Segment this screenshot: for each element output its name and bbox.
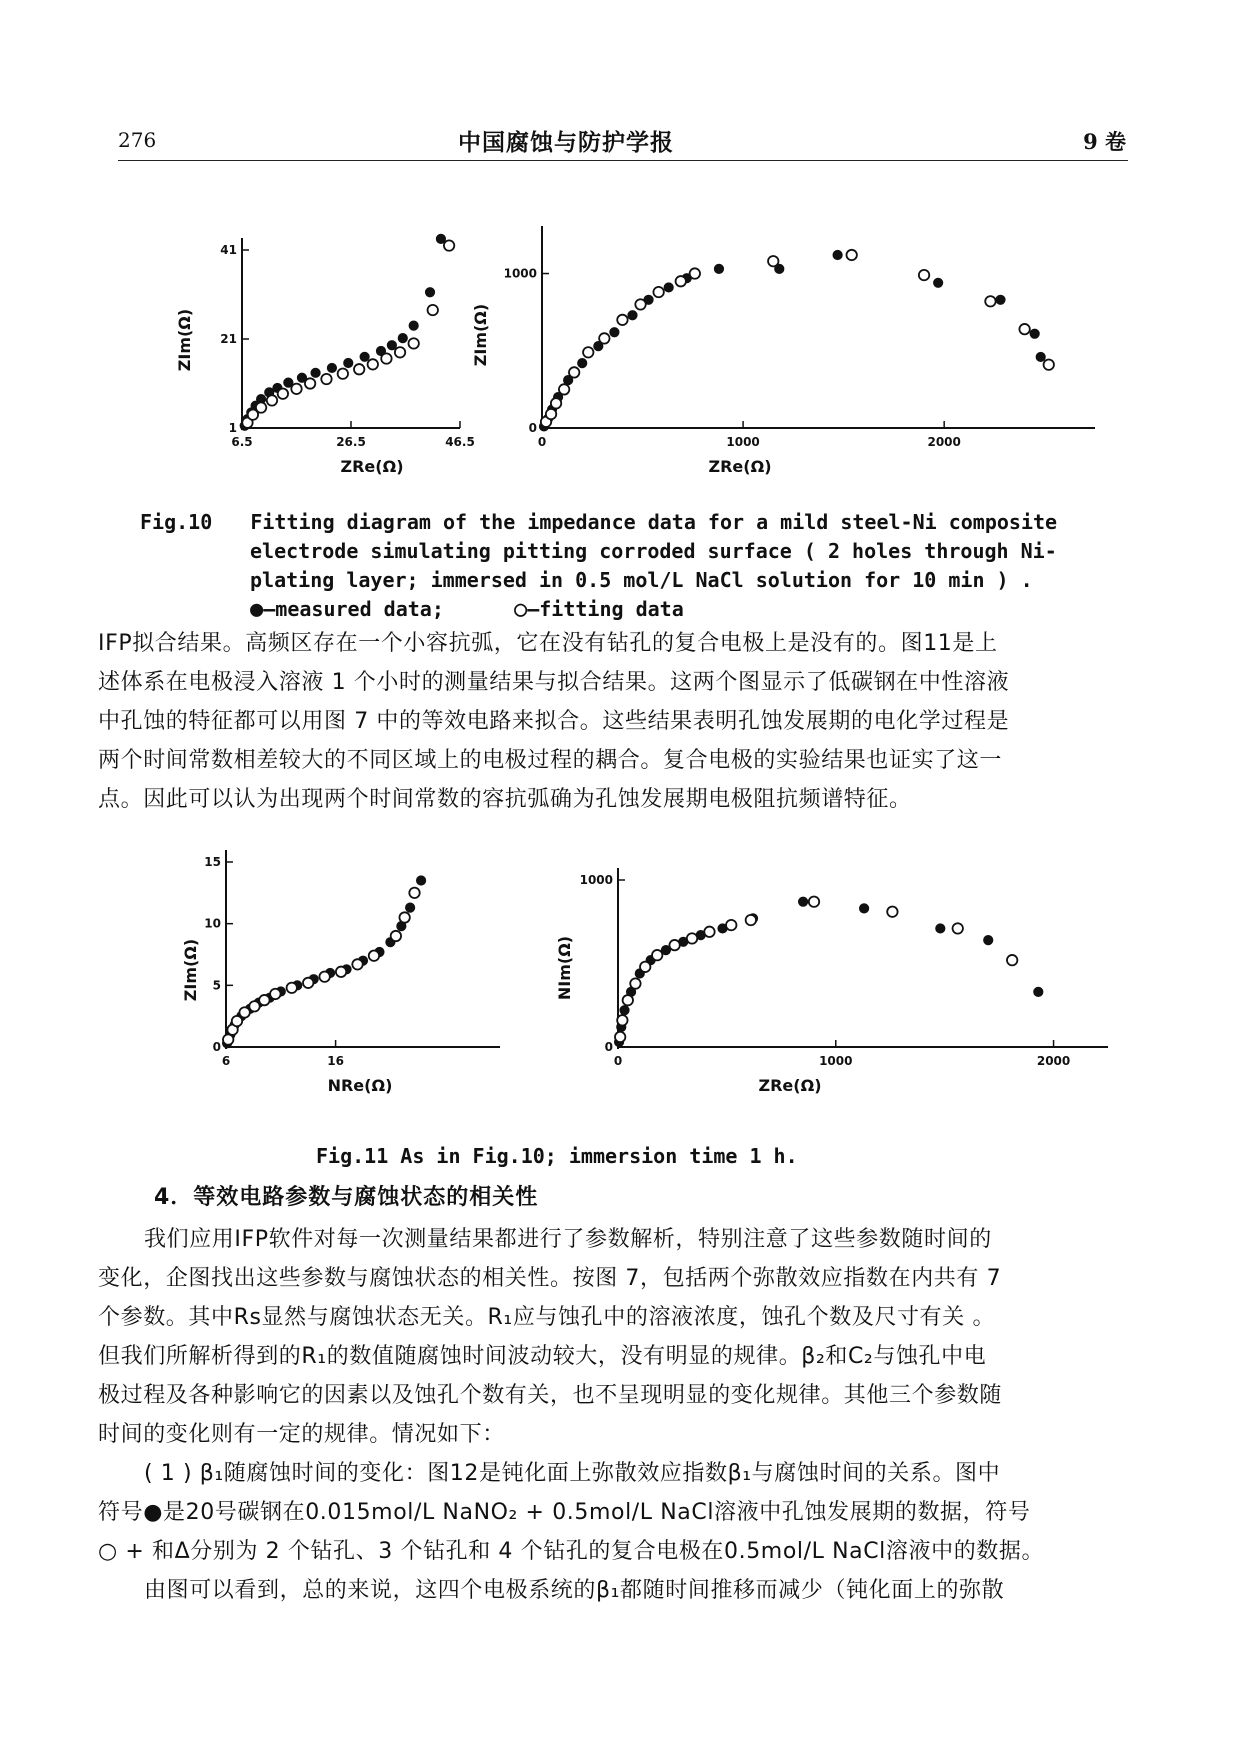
y-tick-label: 0 bbox=[212, 1040, 221, 1054]
x-tick-label: 46.5 bbox=[445, 435, 475, 449]
x-tick-label: 1000 bbox=[726, 435, 760, 449]
fitting-point bbox=[746, 915, 756, 925]
paragraph-line: 述体系在电极浸入溶液 1 个小时的测量结果与拟合结果。这两个图显示了低碳钢在中性溶液 bbox=[98, 670, 1010, 695]
fitting-point bbox=[305, 378, 315, 388]
fitting-point bbox=[391, 931, 401, 941]
fitting-point bbox=[319, 972, 329, 982]
y-tick-label: 0 bbox=[528, 421, 537, 435]
fitting-point bbox=[887, 907, 897, 917]
fitting-point bbox=[653, 287, 663, 297]
fig10-legend bbox=[140, 595, 1120, 624]
paragraph-line: IFP拟合结果。高频区存在一个小容抗弧，它在没有钻孔的复合电极上是没有的。图11是上 bbox=[98, 631, 998, 656]
x-tick-label: 0 bbox=[537, 435, 547, 449]
fitting-point bbox=[287, 983, 297, 993]
section-4-body bbox=[98, 1220, 1138, 1610]
fitting-point bbox=[569, 367, 579, 377]
x-axis-label: ZRe(Ω) bbox=[758, 1076, 822, 1095]
fitting-point bbox=[428, 305, 438, 315]
y-axis-label: ZIm(Ω) bbox=[181, 938, 200, 1002]
fitting-point bbox=[599, 333, 609, 343]
fitting-point bbox=[985, 296, 995, 306]
x-tick-label: 2000 bbox=[1036, 1054, 1071, 1068]
fig11b-plot bbox=[555, 868, 1108, 1095]
fitting-point bbox=[623, 995, 633, 1005]
y-tick-label: 0 bbox=[604, 1040, 613, 1054]
fitting-point bbox=[381, 353, 391, 363]
measured-point bbox=[406, 903, 415, 912]
fitting-point bbox=[690, 268, 700, 278]
fitting-point bbox=[354, 364, 364, 374]
x-axis-label: NRe(Ω) bbox=[327, 1076, 393, 1095]
x-tick-label: 16 bbox=[327, 1054, 344, 1068]
fitting-point bbox=[395, 347, 405, 357]
paragraph-line: 个参数。其中Rs显然与腐蚀状态无关。R₁应与蚀孔中的溶液浓度，蚀孔个数及尺寸有关 。 bbox=[98, 1305, 996, 1330]
fitting-point bbox=[249, 1001, 259, 1011]
fitting-point bbox=[846, 250, 856, 260]
measured-point bbox=[416, 876, 425, 885]
y-tick-label: 10 bbox=[204, 916, 221, 931]
fitting-point bbox=[687, 933, 697, 943]
filled-circle-icon: ● bbox=[250, 597, 264, 622]
fitting-point bbox=[640, 962, 650, 972]
y-tick-label: 1000 bbox=[503, 266, 537, 281]
fitting-point bbox=[1007, 955, 1017, 965]
y-axis-label: ZIm(Ω) bbox=[175, 308, 194, 372]
page-number: 276 bbox=[118, 128, 157, 152]
fitting-point bbox=[338, 369, 348, 379]
fitting-point bbox=[669, 940, 679, 950]
fitting-point bbox=[256, 402, 266, 412]
fitting-point bbox=[1044, 359, 1054, 369]
fig11-caption: Fig.11 As in Fig.10; immersion time 1 h. bbox=[316, 1144, 798, 1168]
fig10-caption-label: Fig.10 bbox=[140, 510, 213, 534]
paragraph-line: 变化，企图找出这些参数与腐蚀状态的相关性。按图 7，包括两个弥散效应指数在内共有 7 bbox=[98, 1266, 1002, 1291]
measured-point bbox=[936, 924, 945, 933]
fitting-point bbox=[652, 950, 662, 960]
fitting-point bbox=[635, 299, 645, 309]
legend-fitting: —fitting data bbox=[527, 597, 684, 621]
measured-point bbox=[327, 363, 336, 372]
y-tick-label: 15 bbox=[204, 855, 221, 869]
fitting-point bbox=[259, 995, 269, 1005]
paragraph-line: 由图可以看到，总的来说，这四个电极系统的β₁都随时间推移而减少（钝化面上的弥散 bbox=[144, 1578, 1005, 1603]
legend-measured: —measured data; bbox=[263, 597, 444, 621]
x-tick-label: 0 bbox=[613, 1054, 623, 1068]
measured-point bbox=[714, 264, 723, 273]
fitting-point bbox=[270, 989, 280, 999]
fig11a-plot bbox=[181, 850, 500, 1095]
fitting-point bbox=[559, 384, 569, 394]
measured-point bbox=[833, 250, 842, 259]
measured-point bbox=[425, 288, 434, 297]
fitting-point bbox=[278, 389, 288, 399]
fitting-point bbox=[726, 920, 736, 930]
fitting-point bbox=[409, 888, 419, 898]
measured-point bbox=[578, 359, 587, 368]
x-axis-label: ZRe(Ω) bbox=[340, 457, 404, 476]
fitting-point bbox=[303, 978, 313, 988]
fitting-point bbox=[232, 1016, 242, 1026]
fitting-point bbox=[336, 967, 346, 977]
paragraph-line: ( 1 ) β₁随腐蚀时间的变化：图12是钝化面上弥散效应指数β₁与腐蚀时间的关系。图中 bbox=[144, 1461, 1001, 1486]
fitting-point bbox=[321, 374, 331, 384]
paragraph-line: 极过程及各种影响它的因素以及蚀孔个数有关，也不呈现明显的变化规律。其他三个参数随 bbox=[98, 1383, 1003, 1408]
paragraph-1 bbox=[98, 624, 1138, 819]
fig10-caption-line2: electrode simulating pitting corroded surface ( 2 holes through Ni- bbox=[250, 539, 1057, 563]
fitting-point bbox=[368, 359, 378, 369]
fitting-point bbox=[546, 409, 556, 419]
fitting-point bbox=[1019, 324, 1029, 334]
paragraph-line: 时间的变化则有一定的规律。情况如下： bbox=[98, 1422, 505, 1447]
open-circle-icon: ○ bbox=[513, 597, 528, 622]
measured-point bbox=[398, 334, 407, 343]
fitting-point bbox=[444, 240, 454, 250]
y-tick-label: 5 bbox=[212, 978, 221, 993]
fitting-point bbox=[583, 347, 593, 357]
fitting-point bbox=[768, 256, 778, 266]
measured-point bbox=[387, 341, 396, 350]
y-axis-label: NIm(Ω) bbox=[555, 935, 574, 1001]
y-tick-label: 41 bbox=[220, 243, 237, 257]
volume-label: 9 卷 bbox=[1083, 129, 1126, 154]
fitting-point bbox=[704, 927, 714, 937]
section-4-title: 4．等效电路参数与腐蚀状态的相关性 bbox=[154, 1185, 539, 1210]
x-tick-label: 6.5 bbox=[231, 435, 253, 449]
fitting-point bbox=[267, 395, 277, 405]
y-tick-label: 21 bbox=[220, 332, 237, 346]
measured-point bbox=[344, 358, 353, 367]
x-tick-label: 2000 bbox=[927, 435, 961, 449]
measured-point bbox=[311, 368, 320, 377]
measured-point bbox=[610, 328, 619, 337]
paragraph-line: 但我们所解析得到的R₁的数值随腐蚀时间波动较大，没有明显的规律。β₂和C₂与蚀孔中电 bbox=[98, 1344, 987, 1369]
measured-point bbox=[1036, 352, 1045, 361]
fitting-point bbox=[408, 338, 418, 348]
measured-point bbox=[934, 278, 943, 287]
x-tick-label: 26.5 bbox=[336, 435, 366, 449]
x-tick-label: 6 bbox=[221, 1054, 231, 1068]
fitting-point bbox=[809, 897, 819, 907]
measured-point bbox=[620, 1006, 629, 1015]
measured-point bbox=[996, 295, 1005, 304]
measured-point bbox=[1030, 329, 1039, 338]
paragraph-line: ○ + 和Δ分别为 2 个钻孔、3 个钻孔和 4 个钻孔的复合电极在0.5mol/L NaCl溶液中的数据。 bbox=[98, 1539, 1045, 1564]
fitting-point bbox=[919, 270, 929, 280]
fitting-point bbox=[630, 978, 640, 988]
paragraph-line: 我们应用IFP软件对每一次测量结果都进行了参数解析，特别注意了这些参数随时间的 bbox=[144, 1227, 992, 1252]
journal-title: 中国腐蚀与防护学报 bbox=[458, 129, 674, 156]
fitting-point bbox=[399, 912, 409, 922]
fitting-point bbox=[617, 1015, 627, 1025]
y-tick-label: 1 bbox=[228, 421, 237, 435]
measured-point bbox=[859, 904, 868, 913]
y-axis-label: ZIm(Ω) bbox=[471, 303, 490, 367]
paragraph-line: 点。因此可以认为出现两个时间常数的容抗弧确为孔蚀发展期电极阻抗频谱特征。 bbox=[98, 787, 912, 812]
x-tick-label: 1000 bbox=[819, 1054, 853, 1068]
measured-point bbox=[628, 311, 637, 320]
measured-point bbox=[664, 283, 673, 292]
fitting-point bbox=[551, 398, 561, 408]
fig10-caption bbox=[140, 508, 1120, 624]
fitting-point bbox=[369, 951, 379, 961]
paragraph-line: 中孔蚀的特征都可以用图 7 中的等效电路来拟合。这些结果表明孔蚀发展期的电化学过程是 bbox=[98, 709, 1010, 734]
fitting-point bbox=[615, 1032, 625, 1042]
fitting-point bbox=[352, 959, 362, 969]
measured-point bbox=[409, 321, 418, 330]
fig10-caption-line1: Fitting diagram of the impedance data for a mild steel-Ni composite bbox=[250, 510, 1058, 534]
fitting-point bbox=[291, 384, 301, 394]
fitting-point bbox=[676, 276, 686, 286]
fig10b-plot bbox=[471, 226, 1095, 476]
y-tick-label: 1000 bbox=[579, 873, 613, 887]
fitting-point bbox=[239, 1007, 249, 1017]
measured-point bbox=[984, 936, 993, 945]
paragraph-line: 两个时间常数相差较大的不同区域上的电极过程的耦合。复合电极的实验结果也证实了这一 bbox=[98, 748, 1003, 773]
fitting-point bbox=[617, 315, 627, 325]
paragraph-line: 符号●是20号碳钢在0.015mol/L NaNO₂ + 0.5mol/L NaCl溶液中孔蚀发展期的数据，符号 bbox=[98, 1500, 1031, 1525]
fitting-point bbox=[223, 1034, 233, 1044]
fig10a-plot bbox=[175, 234, 475, 476]
measured-point bbox=[1034, 987, 1043, 996]
measured-point bbox=[799, 897, 808, 906]
fitting-point bbox=[953, 923, 963, 933]
x-axis-label: ZRe(Ω) bbox=[708, 457, 772, 476]
measured-point bbox=[360, 352, 369, 361]
fig10-caption-line3: plating layer; immersed in 0.5 mol/L NaCl solution for 10 min ) . bbox=[250, 568, 1033, 592]
